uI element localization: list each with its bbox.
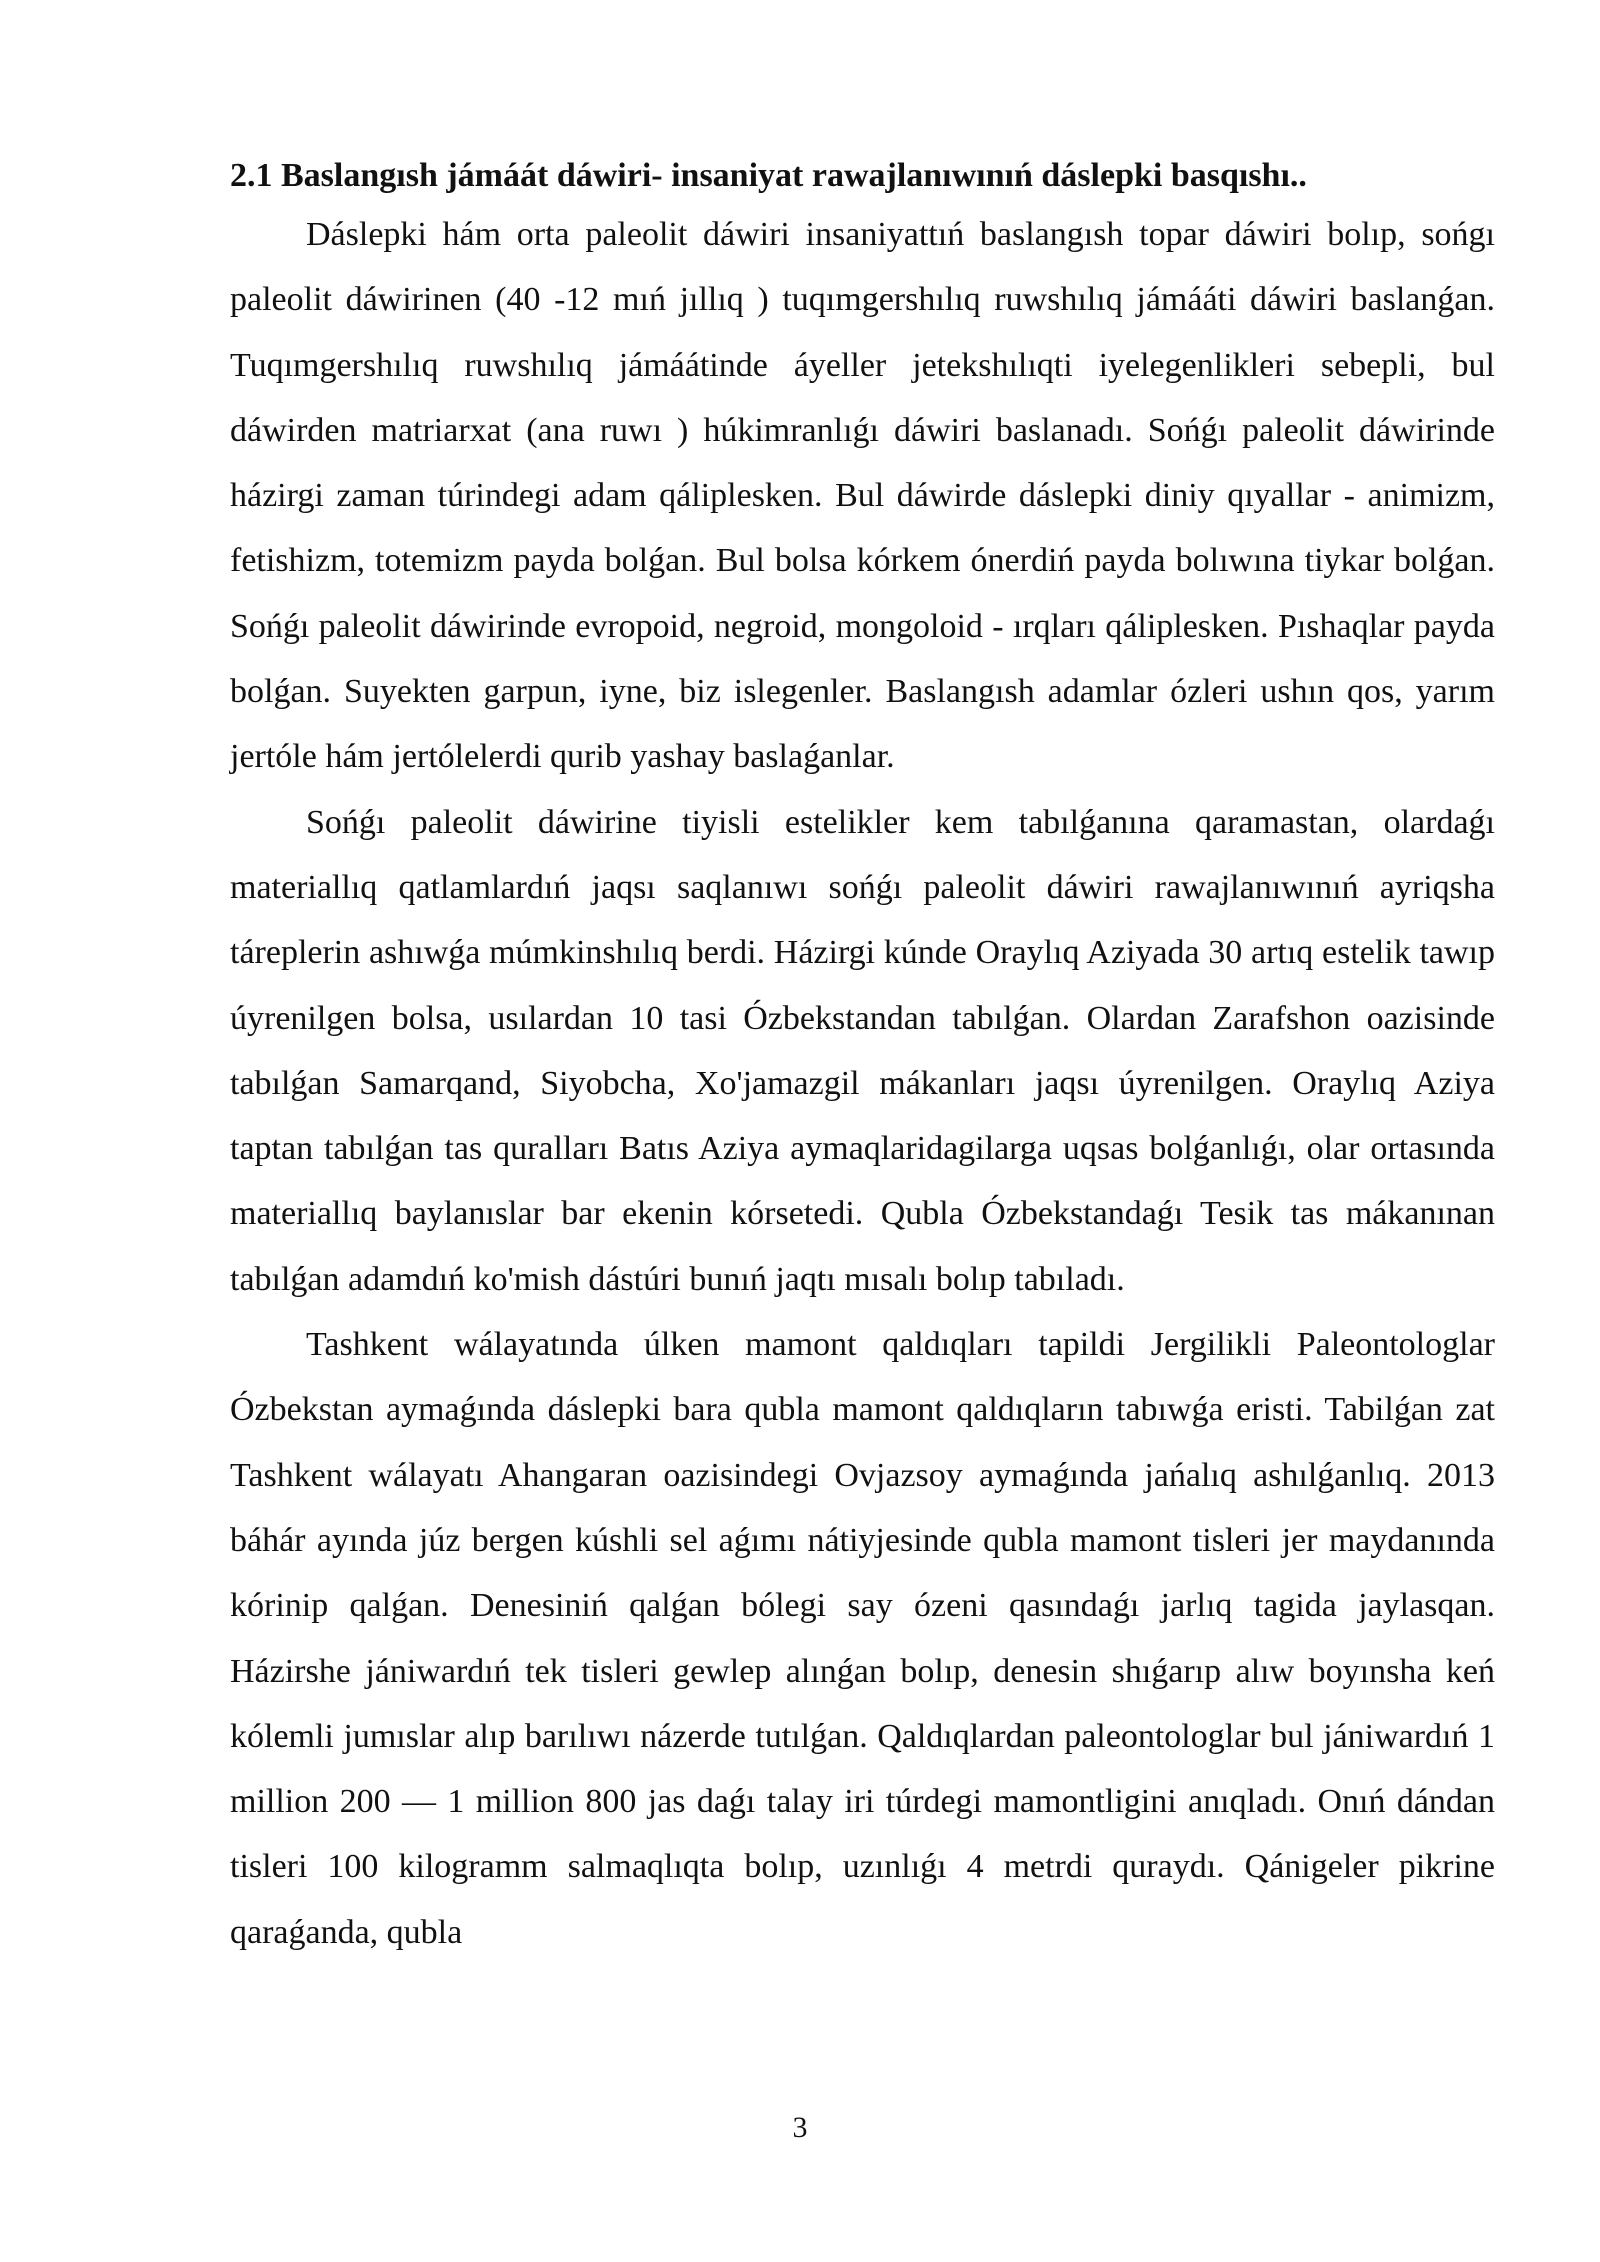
page-number: 3 (792, 2111, 808, 2144)
paragraph-1: Dáslepki hám orta paleolit dáwiri insaniyattıń baslangısh topar dáwiri bolıp, sońgı paleolit dáwirinen (40 -12 mıń jıllıq ) tuqımgershılıq ruwshılıq jámááti dáwiri baslanǵan. Tuqımgershılıq ruwshılıq jámáátinde áyeller jetekshılıqti iyelegenlikleri sebepli, bul dáwirden matriarxat (ana ruwı ) húkimranlıǵı dáwiri baslanadı. Sońǵı paleolit dáwirinde házirgi zaman túrindegi adam qáliplesken. Bul dáwirde dáslepki diniy qıyallar - animizm, fetishizm, totemizm payda bolǵan. Bul bolsa kórkem ónerdiń payda bolıwına tiykar bolǵan. Sońǵı paleolit dáwirinde evropoid, negroid, mongoloid - ırqları qáliplesken. Pıshaqlar payda bolǵan. Suyekten garpun, iyne, biz islegenler. Baslangısh adamlar ózleri ushın qos, yarım jertóle hám jertólelerdi qurib yashay baslaǵanlar. (230, 216, 1495, 776)
document-page (230, 150, 1495, 1965)
paragraph-2: Sońǵı paleolit dáwirine tiyisli estelikler kem tabılǵanına qaramastan, olardaǵı materiallıq qatlamlardıń jaqsı saqlanıwı sońǵı paleolit dáwiri rawajlanıwınıń ayriqsha táreplerin ashıwǵa múmkinshılıq berdi. Házirgi kúnde Oraylıq Aziyada 30 artıq estelik tawıp úyrenilgen bolsa, usılardan 10 tasi Ózbekstandan tabılǵan. Olardan Zarafshon oazisinde tabılǵan Samarqand, Siyobcha, Xo'jamazgil mákanları jaqsı úyrenilgen. Oraylıq Aziya taptan tabılǵan tas quralları Batıs Aziya aymaqlaridagilarga uqsas bolǵanlıǵı, olar ortasında materiallıq baylanıslar bar ekenin kórsetedi. Qubla Ózbekstandaǵı Tesik tas mákanınan tabılǵan adamdıń ko'mish dástúri bunıń jaqtı mısalı bolıp tabıladı. (230, 803, 1495, 1298)
paragraph-3: Tashkent wálayatında úlken mamont qaldıqları tapildi Jergilikli Paleontologlar Ózbekstan aymaǵında dáslepki bara qubla mamont qaldıqların tabıwǵa eristi. Tabilǵan zat Tashkent wálayatı Ahangaran oazisindegi Ovjazsoy aymaǵında jańalıq ashılǵanlıq. 2013 báhár ayında júz bergen kúshli sel aǵımı nátiyjesinde qubla mamont tisleri jer maydanında kórinip qalǵan. Denesiniń qalǵan bólegi say ózeni qasındaǵı jarlıq tagida jaylasqan. Házirshe jániwardıń tek tisleri gewlep alınǵan bolıp, denesin shıǵarıp alıw boyınsha keń kólemli jumıslar alıp barılıwı názerde tutılǵan. Qaldıqlardan paleontologlar bul jániwardıń 1 million 200 — 1 million 800 jas daǵı talay iri túrdegi mamontligini anıqladı. Onıń dándan tisleri 100 kilogramm salmaqlıqta bolıp, uzınlıǵı 4 metrdi quraydı. Qánigeler pikrine qaraǵanda, qubla (230, 1326, 1495, 1951)
section-heading: 2.1 Baslangısh jámáát dáwiri- insaniyat rawajlanıwınıń dáslepki basqıshı.. (230, 157, 1307, 194)
